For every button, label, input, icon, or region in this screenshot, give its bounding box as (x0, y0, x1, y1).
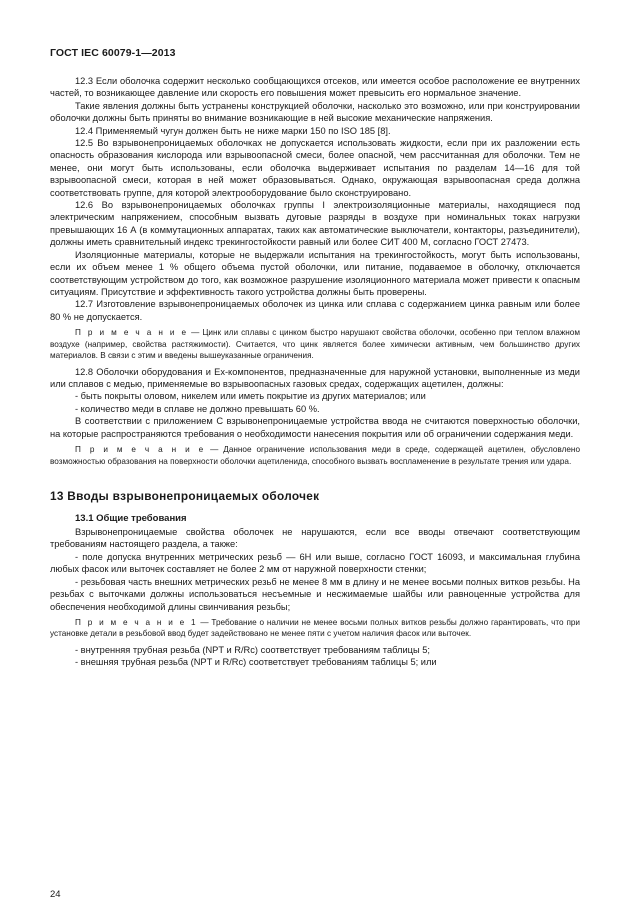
note-text: — Цинк или сплавы с цинком быстро нарушают свойства оболочки, особенно при теплом влажном воздухе (например, свойства растяжимости). Считается, что цинк является более химически активным, чем большинство других материалов. В связи с этим и введены вышеуказанные ограничения. (50, 328, 580, 361)
paragraph: - внутренняя трубная резьба (NPT и R/Rc) соответствует требованиям таблицы 5; (75, 644, 430, 655)
note-paragraph (50, 617, 580, 640)
note-paragraph (50, 327, 580, 362)
paragraph: - количество меди в сплаве не должно превышать 60 %. (75, 403, 320, 414)
page-number: 24 (50, 889, 61, 900)
paragraph: 12.5 Во взрывонепроницаемых оболочках не допускается использовать жидкости, если при их разложении есть опасность образования кислорода или взрывоопасной смеси, более опасной, чем рассчитанная для оболочки. Тем не менее, они могут быть использованы, если оболочка выдерживает испытания по разделам 14—16 для той взрывоопасной смеси, которая в ней может образовываться. Однако, окружающая взрывоопасная среда должна соответствовать группе, для которой электрооборудование было сконструировано. (50, 138, 580, 198)
paragraph: 12.6 Во взрывонепроницаемых оболочках группы I электроизоляционные материалы, находящиеся под электрическим напряжением, способным вызвать дуговые разряды в воздухе при номинальных токах нагрузки превышающих 16 А (в коммутационных аппаратах, таких как автоматические выключатели, контакторы, разъединители), должны иметь сравнительный индекс трекингостойкости равный или более СИТ 400 М, согласно ГОСТ 27473. (50, 200, 580, 248)
paragraph: - поле допуска внутренних метрических резьб — 6Н или выше, согласно ГОСТ 16093, и максимальная глубина любых фасок или выточек составляет не более 2 мм от наружной поверхности стенки; (50, 551, 580, 575)
note-text: — Данное ограничение использования меди в среде, содержащей ацетилен, обусловлено возможностью образования на поверхности оболочки ацетиленида, способного вызвать воспламенение в результате трения или удара. (50, 445, 581, 466)
subsection-heading: 13.1 Общие требования (75, 513, 187, 525)
paragraph: 12.8 Оболочки оборудования и Ex-компонентов, предназначенные для наружной установки, выполненные из меди или сплавов с медью, применяемые во взрывоопасных газовых средах, содержащих ацетилен, должны: (50, 366, 580, 390)
note-label: П р и м е ч а н и е (75, 328, 189, 338)
paragraph: 12.3 Если оболочка содержит несколько сообщающихся отсеков, или имеется особое расположение ее внутренних частей, то возникающее давление или скорость его повышения может превысить его нормальное значение. (50, 76, 580, 99)
note-text: — Требование о наличии не менее восьми полных витков резьбы должно гарантировать, что при установке детали в резьбовой ввод будет задействовано не менее пяти с учетом наличия фасок или выточек. (50, 617, 581, 639)
paragraph: Изоляционные материалы, которые не выдержали испытания на трекингостойкость, могут быть использованы, если их объем менее 1 % общего объема пустой оболочки, или питание, подаваемое в оболочку, отключается соответствующим устройством до того, как возможное разрушение изоляционного материала может привести к опасным ситуациям. Присутствие и эффективность такого устройства должны быть проверены. (50, 249, 580, 297)
paragraph: Такие явления должны быть устранены конструкцией оболочки, насколько это возможно, или при конструировании оболочки должны быть приняты во внимание возникающие в ней высокие механические напряжения. (50, 100, 580, 124)
paragraph: В соответствии с приложением С взрывонепроницаемые устройства ввода не считаются поверхностью оболочки, на которые распространяются требования о необходимости нанесения покрытия или об ограничении содержания меди. (50, 416, 580, 439)
paragraph: 12.4 Применяемый чугун должен быть не ниже марки 150 по ISO 185 [8]. (75, 125, 391, 136)
note-paragraph (50, 444, 580, 467)
paragraph: - быть покрыты оловом, никелем или иметь покрытие из других материалов; или (75, 391, 426, 402)
note-label: П р и м е ч а н и е 1 (75, 617, 198, 627)
page-header: ГОСТ IEC 60079-1—2013 (50, 47, 176, 59)
section-heading: 13 Вводы взрывонепроницаемых оболочек (50, 489, 320, 504)
note-label: П р и м е ч а н и е (75, 445, 206, 455)
paragraph: - внешняя трубная резьба (NPT и R/Rc) соответствует требованиям таблицы 5; или (75, 657, 437, 668)
paragraph: Взрывонепроницаемые свойства оболочек не нарушаются, если все вводы отвечают соответствующим требованиям настоящего раздела, а также: (50, 527, 580, 550)
paragraph: 12.7 Изготовление взрывонепроницаемых оболочек из цинка или сплава с содержанием цинка равным или более 80 % не допускается. (50, 299, 580, 322)
document-body (50, 75, 580, 669)
paragraph: - резьбовая часть внешних метрических резьб не менее 8 мм в длину и не менее восьми полных витков резьбы. На резьбах с выточками должны использоваться несъемные и несжимаемые шайбы или равноценные устройства для обеспечения необходимой длины свинчивания резьбы; (50, 576, 580, 612)
